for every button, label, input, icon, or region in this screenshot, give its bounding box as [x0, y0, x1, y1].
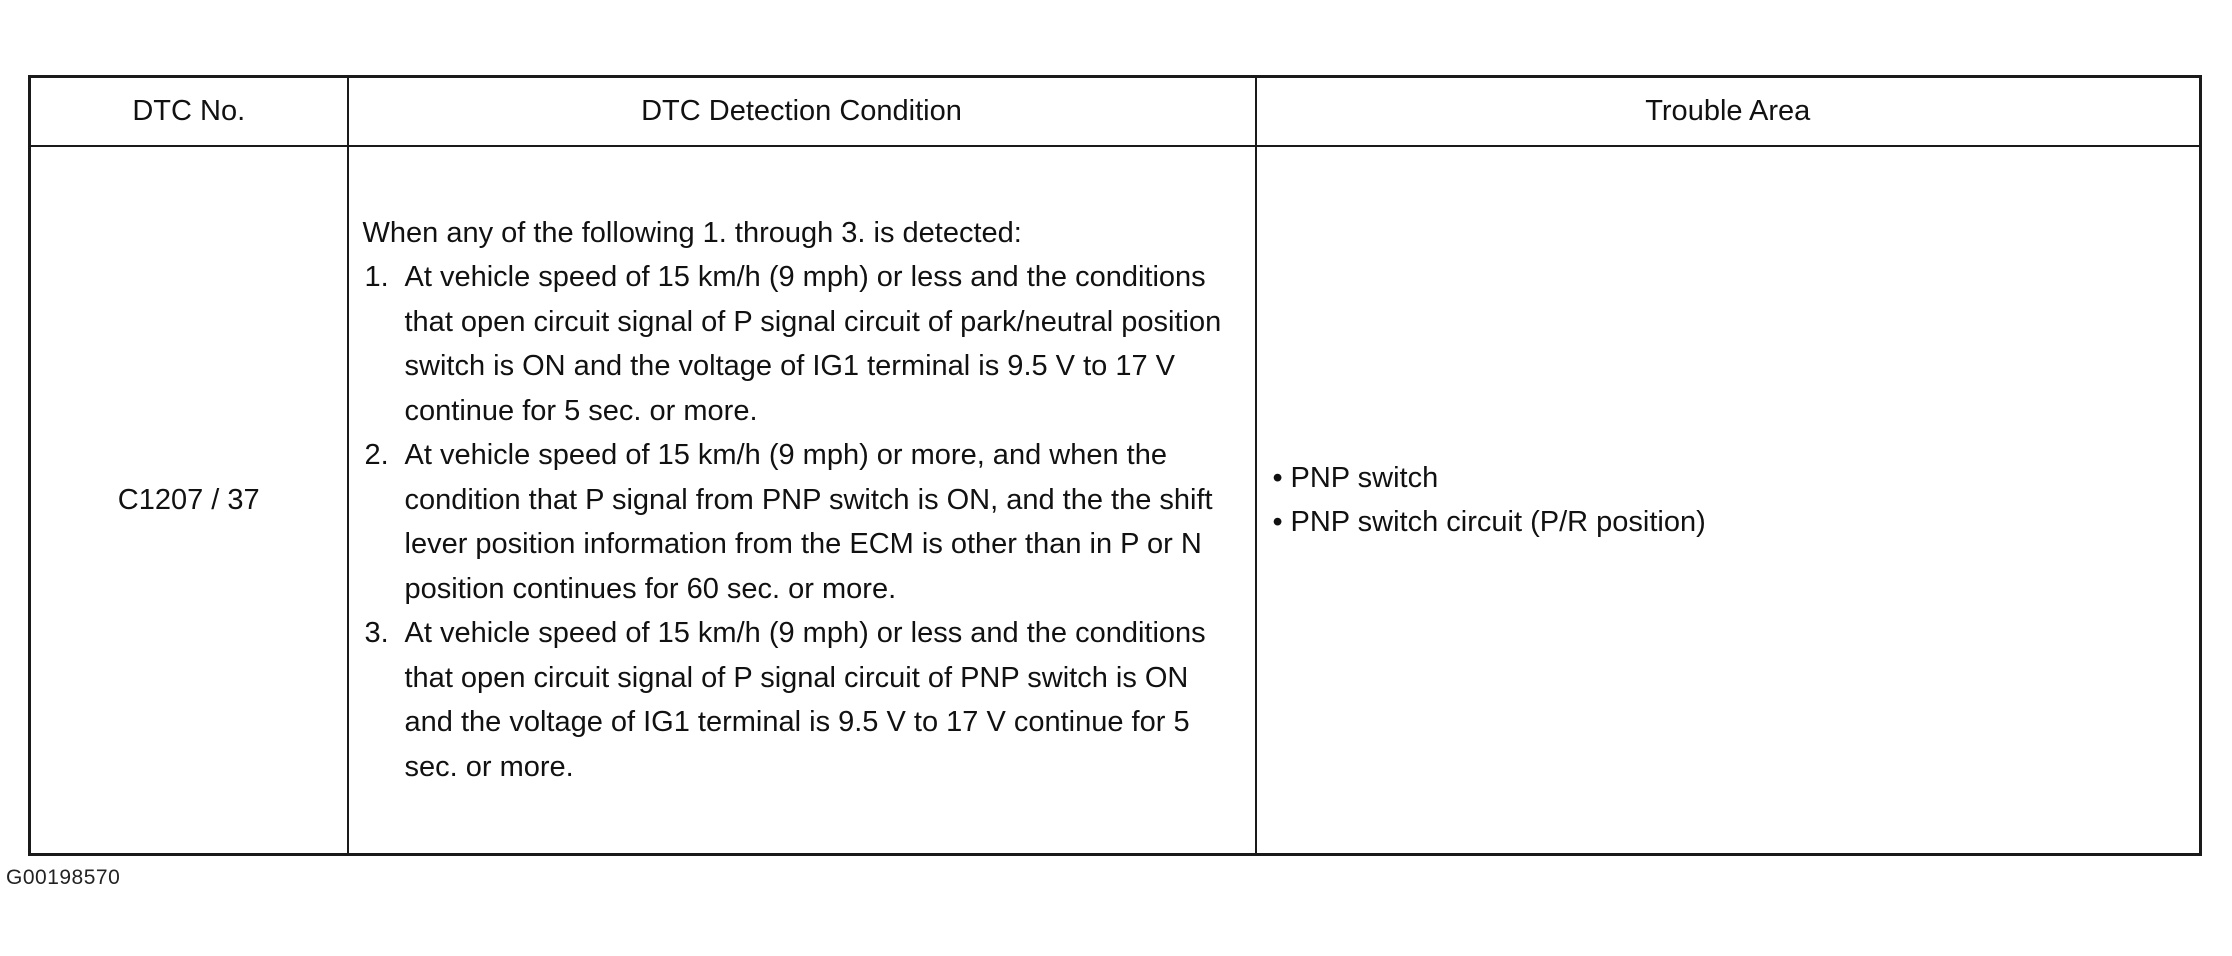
condition-intro: When any of the following 1. through 3. is detected: [362, 216, 1022, 249]
condition-number: 1. [364, 261, 389, 294]
bullet-icon: • [1272, 462, 1283, 494]
trouble-area-item [1271, 500, 2200, 544]
condition-text: At vehicle speed of 15 km/h (9 mph) or less and the conditions that open circuit signal of P signal circuit of PNP switch is ON and the voltage of IG1 terminal is 9.5 V to 17 V continue for 5 sec. or more. [404, 617, 1206, 783]
header-detection-condition: DTC Detection Condition [348, 77, 1256, 147]
condition-number: 2. [364, 439, 389, 472]
header-trouble-area: Trouble Area [1256, 77, 2201, 147]
figure-code: G00198570 [6, 866, 121, 889]
bullet-icon: • [1272, 506, 1283, 538]
trouble-area-text: PNP switch [1290, 462, 1439, 494]
trouble-area-item [1271, 456, 2200, 500]
condition-number: 3. [364, 617, 389, 650]
dtc-table [28, 75, 2202, 856]
header-dtc-no: DTC No. [30, 77, 348, 147]
condition-list [363, 255, 1245, 789]
table-header-row [30, 77, 2201, 147]
trouble-area-text: PNP switch circuit (P/R position) [1290, 506, 1706, 538]
detection-condition-cell [348, 146, 1256, 855]
condition-item [363, 611, 1245, 789]
condition-text: At vehicle speed of 15 km/h (9 mph) or less and the conditions that open circuit signal of P signal circuit of park/neutral position switch is ON and the voltage of IG1 terminal is 9.5 V to 17 V continue for 5 sec. or more. [404, 261, 1222, 427]
condition-text: At vehicle speed of 15 km/h (9 mph) or more, and when the condition that P signal from PNP switch is ON, and the the shift lever position information from the ECM is other than in P or N position continues for 60 sec. or more. [404, 439, 1213, 605]
table-row [30, 146, 2201, 855]
condition-item [363, 433, 1245, 611]
trouble-area-cell [1256, 146, 2201, 855]
dtc-code-cell: C1207 / 37 [30, 146, 348, 855]
condition-item [363, 255, 1245, 433]
trouble-area-list [1271, 456, 2200, 544]
